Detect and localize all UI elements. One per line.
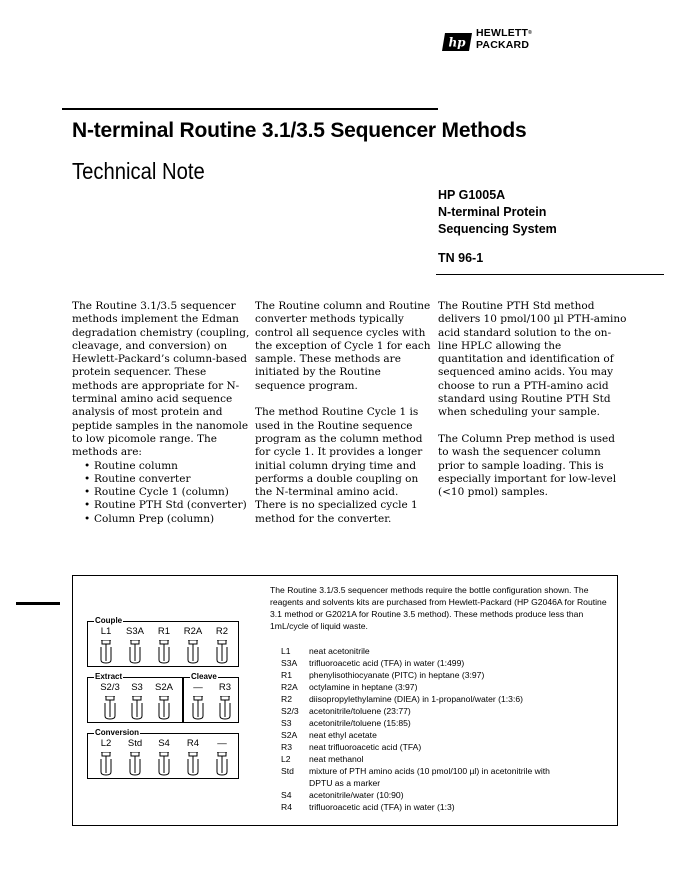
bottle-label: S3A xyxy=(126,626,144,637)
legend-code: S3A xyxy=(281,658,298,668)
methods-list xyxy=(72,460,252,526)
bottle-label: — xyxy=(217,738,227,749)
bottle-label: R2 xyxy=(215,626,229,637)
reagent-legend xyxy=(281,645,599,813)
legend-description: acetonitrile/water (10:90) xyxy=(309,790,404,800)
bottle-config-intro: The Routine 3.1/3.5 sequencer methods require the bottle configuration shown. The reagents and solvents kits are purchased from Hewlett-Packard (HP G2046A for Routine 3.1 method or G2021A for Routine 3.5 method). These methods produce less than 1mL/cycle of liquid waste. xyxy=(270,585,607,631)
bottle-position xyxy=(153,627,175,664)
bottle-icon xyxy=(157,752,171,776)
bottle-label: — xyxy=(193,682,203,693)
bottle-position xyxy=(124,739,146,776)
col2-paragraph-2: The method Routine Cycle 1 is used in the Routine sequence program as the column method for cycle 1. It provides a longer initial column drying time and performs a double coupling on the N-terminal amino acid. There is no specialized cycle 1 method for the converter. xyxy=(255,406,423,525)
legend-row xyxy=(281,657,599,669)
legend-code: R4 xyxy=(281,802,292,812)
bottle-position xyxy=(99,683,121,720)
bottle-position xyxy=(211,627,233,664)
bottle-label: R3 xyxy=(218,682,232,693)
legend-row xyxy=(281,741,599,753)
brand-name-line1: HEWLETT xyxy=(476,27,529,39)
legend-row xyxy=(281,681,599,693)
brand-name xyxy=(476,28,596,51)
couple-group xyxy=(87,616,239,667)
group-label-cleave: Cleave xyxy=(191,672,217,681)
legend-code: L2 xyxy=(281,754,291,764)
legend-description: trifluoroacetic acid (TFA) in water (1:3) xyxy=(309,802,455,812)
legend-code: S2/3 xyxy=(281,706,299,716)
bottle-label: R4 xyxy=(186,738,200,749)
bottle-label: S2/3 xyxy=(100,682,120,693)
product-line2: N-terminal Protein xyxy=(438,205,547,219)
legend-code: R3 xyxy=(281,742,292,752)
brand-name-line2: PACKARD xyxy=(476,38,530,51)
bottle-position xyxy=(214,683,236,720)
bottle-icon xyxy=(157,640,171,664)
registered-mark: ® xyxy=(528,30,533,36)
legend-description: neat trifluoroacetic acid (TFA) xyxy=(309,742,422,752)
list-item: • Routine converter xyxy=(84,473,252,486)
group-label-extract: Extract xyxy=(95,672,123,681)
bottle-position xyxy=(95,627,117,664)
list-item: • Routine PTH Std (converter) xyxy=(84,499,252,512)
product-line3: Sequencing System xyxy=(438,222,557,236)
page-title: N-terminal Routine 3.1/3.5 Sequencer Methods xyxy=(72,119,527,142)
legend-row xyxy=(281,801,599,813)
legend-row xyxy=(281,765,599,789)
legend-code: R2 xyxy=(281,694,292,704)
hp-logo-mark-text: hp xyxy=(448,35,466,50)
col2-paragraph-1: The Routine column and Routine converter methods typically control all sequence cycles with the exception of Cycle 1 for each sample. These methods are initiated by the Routine sequence program. xyxy=(255,300,431,392)
bottle-position xyxy=(95,739,117,776)
right-rule xyxy=(436,274,664,275)
bottle-label: S4 xyxy=(158,738,170,749)
bottle-position xyxy=(153,683,175,720)
product-info xyxy=(438,187,658,238)
bottle-position xyxy=(187,683,209,720)
bottle-label: R2A xyxy=(183,626,203,637)
legend-description: phenylisothiocyanate (PITC) in heptane (3:97) xyxy=(309,670,485,680)
bottle-configuration-figure xyxy=(72,575,618,826)
bottle-icon xyxy=(99,752,113,776)
column-1 xyxy=(72,300,252,526)
legend-description: mixture of PTH amino acids (10 pmol/100 µl) in acetonitrile with DPTU as a marker xyxy=(309,766,550,788)
list-item: • Routine column xyxy=(84,460,252,473)
list-item: • Column Prep (column) xyxy=(84,513,252,526)
bottle-label: L1 xyxy=(100,626,112,637)
bottle-icon xyxy=(130,696,144,720)
bottle-icon xyxy=(218,696,232,720)
legend-row xyxy=(281,789,599,801)
bottle-position xyxy=(126,683,148,720)
product-model: HP G1005A xyxy=(438,188,506,202)
legend-row xyxy=(281,753,599,765)
bottle-icon xyxy=(186,640,200,664)
legend-row xyxy=(281,717,599,729)
legend-description: trifluoroacetic acid (TFA) in water (1:499) xyxy=(309,658,465,668)
bottle-icon xyxy=(215,752,229,776)
legend-code: L1 xyxy=(281,646,291,656)
legend-description: acetonitrile/toluene (23:77) xyxy=(309,706,411,716)
legend-code: R2A xyxy=(281,682,298,692)
legend-code: S2A xyxy=(281,730,298,740)
legend-row xyxy=(281,705,599,717)
extract-group xyxy=(87,672,183,723)
side-rule xyxy=(16,602,60,605)
bottle-label: S2A xyxy=(155,682,173,693)
cleave-group xyxy=(183,672,239,723)
bottle-icon xyxy=(186,752,200,776)
bottle-label: L2 xyxy=(100,738,112,749)
legend-description: neat acetonitrile xyxy=(309,646,370,656)
technical-note-number: TN 96-1 xyxy=(438,251,484,265)
bottle-icon xyxy=(215,640,229,664)
group-label-conversion: Conversion xyxy=(95,728,140,737)
bottle-icon xyxy=(128,752,142,776)
legend-code: S4 xyxy=(281,790,292,800)
bottle-label: R1 xyxy=(157,626,171,637)
bottle-label: S3 xyxy=(131,682,143,693)
legend-code: Std xyxy=(281,766,294,776)
bottle-position xyxy=(153,739,175,776)
bottle-icon xyxy=(103,696,117,720)
list-item: • Routine Cycle 1 (column) xyxy=(84,486,252,499)
bottle-position xyxy=(124,627,146,664)
legend-row xyxy=(281,729,599,741)
bottle-label: Std xyxy=(127,738,143,749)
legend-description: acetonitrile/toluene (15:85) xyxy=(309,718,411,728)
bottle-position xyxy=(182,739,204,776)
legend-description: octylamine in heptane (3:97) xyxy=(309,682,418,692)
legend-row xyxy=(281,645,599,657)
bottle-icon xyxy=(191,696,205,720)
col1-intro: The Routine 3.1/3.5 sequencer methods implement the Edman degradation chemistry (coupling, cleavage, and conversion) on Hewlett-Packard’s column-based protein sequencer. These methods are appropriate for N-terminal amino acid sequence analysis of most protein and peptide samples in the nanomole to low picomole range. The methods are: xyxy=(72,300,250,459)
conversion-group xyxy=(87,728,239,779)
column-3 xyxy=(438,300,628,513)
hp-logo-icon xyxy=(440,31,474,53)
bottle-position xyxy=(182,627,204,664)
legend-row xyxy=(281,669,599,681)
column-2 xyxy=(255,300,431,539)
col3-paragraph-2: The Column Prep method is used to wash the sequencer column prior to sample loading. This is especially important for low-level (<10 pmol) samples. xyxy=(438,432,617,499)
group-label-couple: Couple xyxy=(95,616,123,625)
legend-row xyxy=(281,693,599,705)
bottle-icon xyxy=(99,640,113,664)
col3-paragraph-1: The Routine PTH Std method delivers 10 pmol/100 µl PTH-amino acid standard solution to the on-line HPLC allowing the quantitation and identification of sequenced amino acids. You may choose to run a PTH-amino acid standard using Routine PTH Std when scheduling your sample. xyxy=(438,300,627,419)
legend-code: R1 xyxy=(281,670,292,680)
legend-code: S3 xyxy=(281,718,292,728)
legend-description: neat ethyl acetate xyxy=(309,730,377,740)
top-rule xyxy=(62,108,438,110)
legend-description: diisopropylethylamine (DIEA) in 1-propanol/water (1:3:6) xyxy=(309,694,523,704)
bottle-icon xyxy=(157,696,171,720)
legend-description: neat methanol xyxy=(309,754,364,764)
page-subtitle: Technical Note xyxy=(72,158,205,184)
bottle-icon xyxy=(128,640,142,664)
bottle-position xyxy=(211,739,233,776)
